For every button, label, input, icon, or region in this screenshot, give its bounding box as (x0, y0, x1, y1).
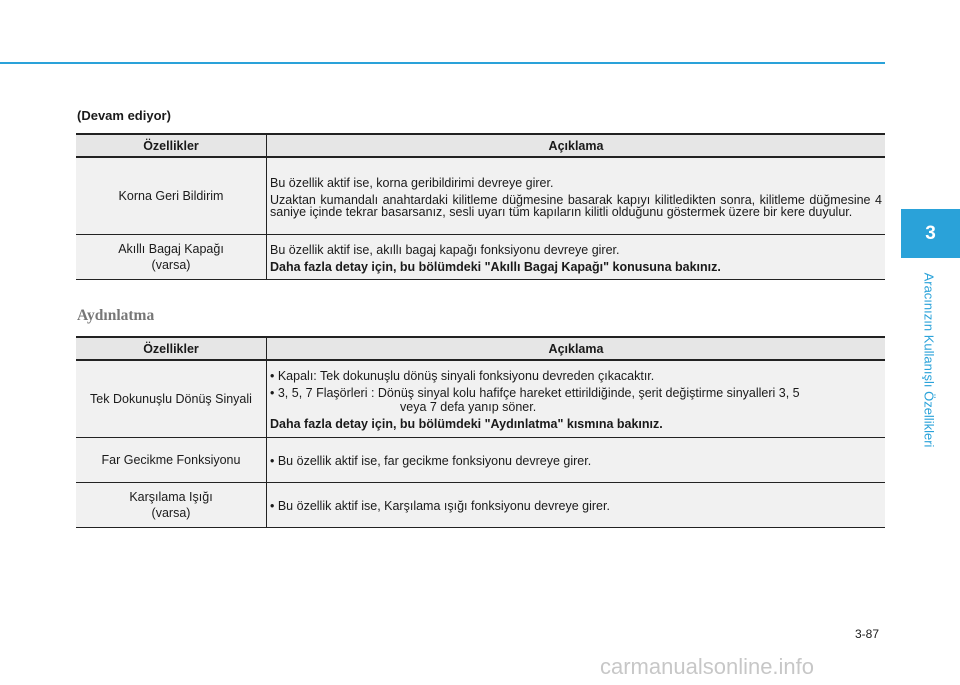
feature-qualifier: (varsa) (151, 257, 191, 272)
table-row (76, 437, 885, 482)
description-line: • Bu özellik aktif ise, Karşılama ışığı fonksiyonu devreye girer. (270, 499, 610, 513)
chapter-tab (901, 209, 960, 258)
section-heading: Aydınlatma (77, 307, 155, 324)
table-header-row (76, 134, 885, 157)
description-line: veya 7 defa yanıp söner. (400, 400, 537, 415)
top-rule (0, 62, 885, 64)
feature-cell (76, 360, 267, 437)
feature-name: Karşılama Işığı (129, 489, 213, 504)
description-line: • Kapalı: Tek dokunuşlu dönüş sinyali fonksiyonu devreden çıkacaktır. (270, 369, 655, 384)
page-number: 3-87 (855, 627, 880, 641)
feature-cell (76, 234, 267, 279)
description-cell (267, 157, 886, 234)
chapter-title-text: Aracınızın Kullanışlı Özellikleri (921, 272, 936, 448)
description-line: Bu özellik aktif ise, akıllı bagaj kapağı fonksiyonu devreye girer. (270, 242, 620, 257)
table-header-row (76, 337, 885, 360)
table-row (76, 482, 885, 527)
description-line: • 3, 5, 7 Flaşörleri : Dönüş sinyal kolu hafifçe hareket ettirildiğinde, şerit değiştirme sinyalleri 3, 5 (270, 386, 800, 401)
description-cell (267, 482, 886, 527)
table-row (76, 360, 885, 437)
cross-reference-note: Daha fazla detay için, bu bölümdeki "Akıllı Bagaj Kapağı" konusuna bakınız. (270, 259, 721, 274)
description-line: Uzaktan kumandalı anahtardaki kilitleme düğmesine basarak kapıyı kilitledikten sonra, kilitleme düğmesine 4 saniye içinde tekrar basarsanız, sesli uyarı tüm kapıların kilitli olduğunu göstermek üzere bir kere duyulur. (270, 192, 882, 219)
description-cell (267, 437, 886, 482)
cross-reference-note: Daha fazla detay için, bu bölümdeki "Aydınlatma" kısmına bakınız. (270, 417, 663, 432)
header-description: Açıklama (267, 134, 886, 157)
watermark: carmanualsonline.info (600, 654, 815, 679)
feature-qualifier: (varsa) (151, 505, 191, 520)
header-features: Özellikler (76, 134, 267, 157)
feature-name: Korna Geri Bildirim (118, 188, 224, 203)
table-row (76, 234, 885, 279)
feature-name: Akıllı Bagaj Kapağı (118, 241, 224, 256)
description-cell (267, 360, 886, 437)
description-line: • Bu özellik aktif ise, far gecikme fonksiyonu devreye girer. (270, 454, 592, 468)
feature-cell (76, 482, 267, 527)
feature-name: Tek Dokunuşlu Dönüş Sinyali (90, 391, 252, 406)
description-cell (267, 234, 886, 279)
feature-cell (76, 437, 267, 482)
chapter-title (921, 265, 936, 455)
header-description: Açıklama (267, 337, 886, 360)
chapter-number: 3 (925, 222, 936, 244)
description-line: Bu özellik aktif ise, korna geribildirimi devreye girer. (270, 175, 554, 190)
feature-name: Far Gecikme Fonksiyonu (101, 452, 241, 467)
features-table-2 (76, 336, 885, 528)
header-features: Özellikler (76, 337, 267, 360)
features-table-1 (76, 133, 885, 280)
continued-label: (Devam ediyor) (77, 108, 171, 123)
table-row (76, 157, 885, 234)
feature-cell (76, 157, 267, 234)
